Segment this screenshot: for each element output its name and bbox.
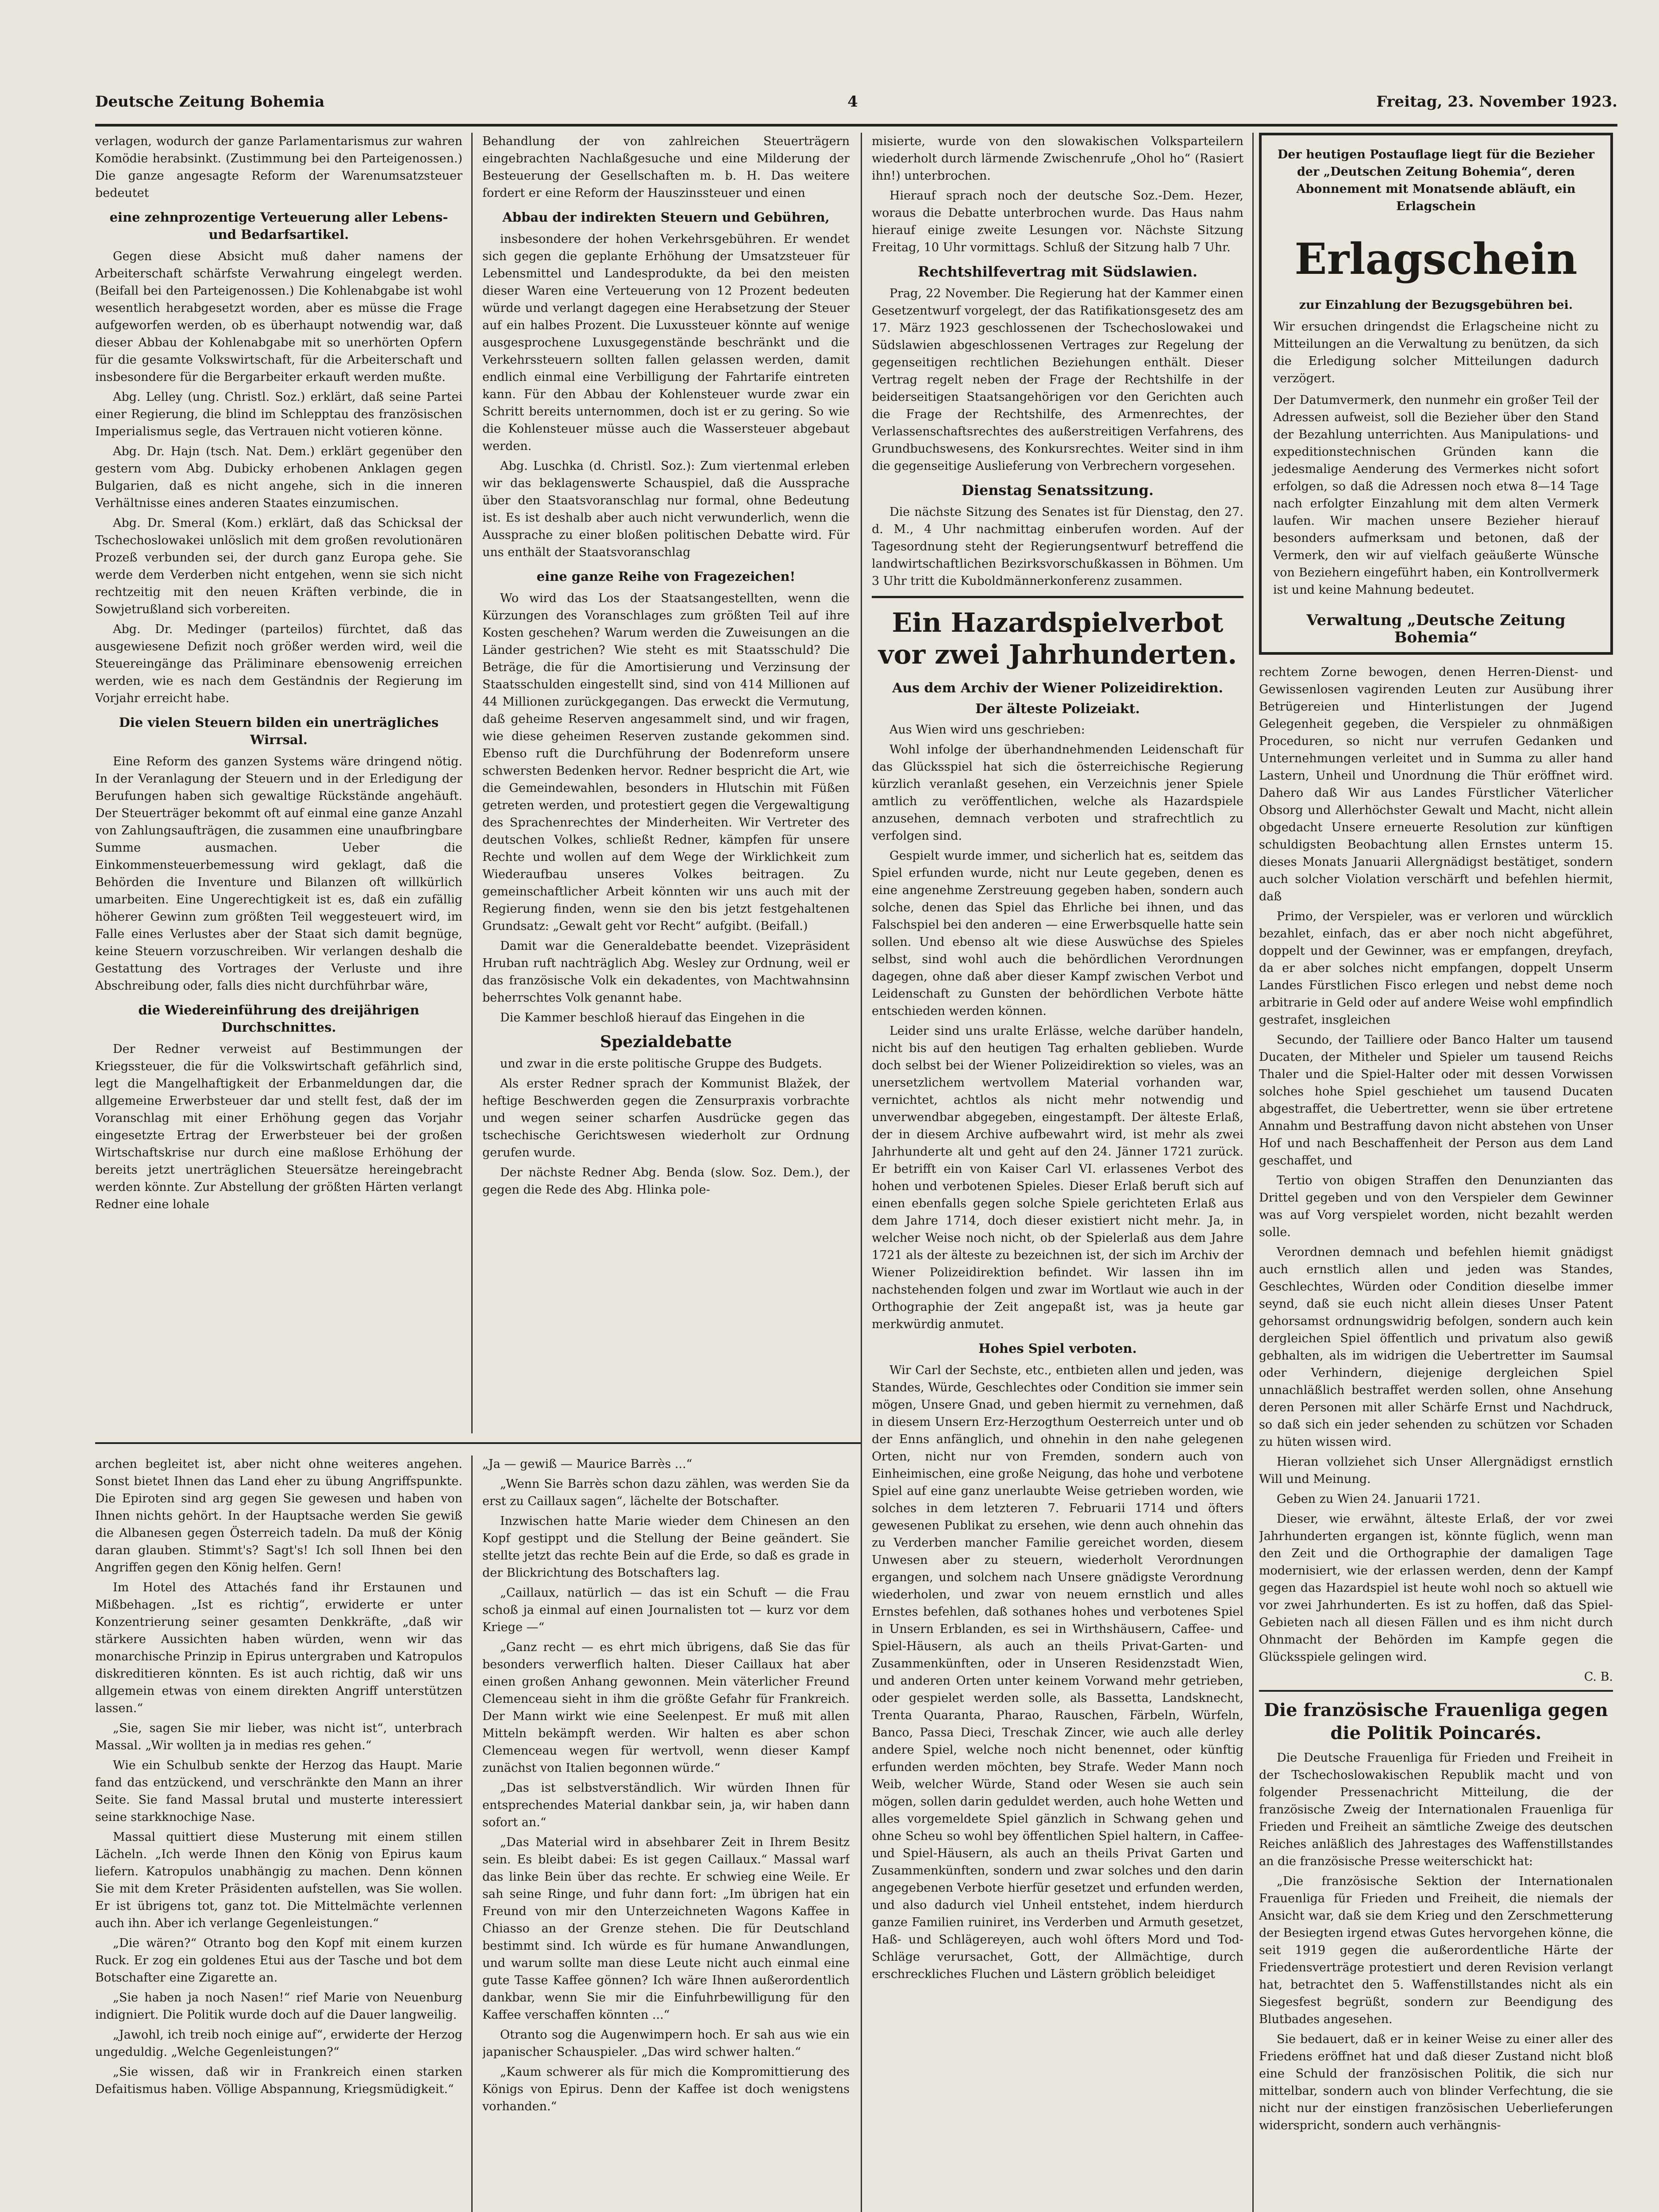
subscription-notice (1259, 133, 1613, 655)
feature-subheading: Aus dem Archiv der Wiener Polizeidirektion. (892, 680, 1223, 696)
paragraph: Geben zu Wien 24. Januarii 1721. (1277, 1492, 1481, 1506)
subheading: Spezialdebatte (600, 1033, 732, 1051)
subheading: Die vielen Steuern bilden ein unerträgliches Wirrsal. (119, 715, 439, 747)
section-divider (1259, 1690, 1613, 1692)
notice-intro: Der heutigen Postauflage liegt für die Bezieher der „Deutschen Zeitung Bohemia“, deren Abonnement mit Monatsende abläuft, ein Erlagschein (1277, 148, 1595, 213)
paragraph: „Sie haben ja noch Nasen!“ rief Marie von Neuenburg indigniert. Die Politik wurde doch auf die Dauer langweilig. (95, 1991, 462, 2022)
column-4 (1259, 664, 1613, 2212)
feature-subheading-2: Der älteste Polizeiakt. (975, 701, 1140, 717)
paragraph: „Die wären?“ Otranto bog den Kopf mit einem kurzen Ruck. Er zog ein goldenes Etui aus der Tasche und bot dem Botschafter eine Zigarette an. (95, 1936, 462, 1985)
paragraph: Der Redner verweist auf Bestimmungen der Kriegssteuer, die für die Volkswirtschaft gefährlich sind, legt die Mangelhaftigkeit der Erbanmeldungen dar, die allgemeine Erwerbsteuer dar und stellt fest, daß der im Voranschlag mit einer Erhöhung gegen das Vorjahr eingesetzte Ertrag der Erwerbsteuer bei der großen Wirtschaftskrise nur durch eine maßlose Erhöhung der bereits jetzt unerträglichen Steuersätze hereingebracht werden könnte. Zur Abstellung der größten Härten verlangt Redner eine lohale (95, 1042, 462, 1211)
paragraph: „Das Material wird in absehbarer Zeit in Ihrem Besitz sein. Es bleibt dabei: Es ist gegen Caillaux.“ Massal warf das linke Bein über das rechte. Er schwieg eine Weile. Er sah seine Ringe, und fuhr dann fort: „Im übrigen hat ein Freund von mir den Unterzeichneten Wagons Kaffee in Chiasso an der Grenze stehen. Die für Deutschland bestimmt sind. Ich würde es für humane Anwandlungen, und warum sollte man diese Leute nicht auch einmal eine gute Tasse Kaffee gönnen? Ich wäre Ihnen außerordentlich dankbar, wenn Sie mir die Einfuhrbewilligung für den Kaffee verschaffen könnten ...“ (482, 1836, 850, 2022)
paragraph: „Ganz recht — es ehrt mich übrigens, daß Sie das für besonders verwerflich halten. Dieser Caillaux hat aber einen großen Anhang gewonnen. Mein väterlicher Freund Clemenceau sieht in ihm die größte Gefahr für Frankreich. Der Mann wirkt wie eine Seelenpest. Er muß mit allen Mitteln bekämpft werden. Wir halten es aber schon Clemenceau wegen für wertvoll, wenn dieser Kampf zunächst von Italien begonnen würde.“ (482, 1640, 850, 1775)
masthead-title: Deutsche Zeitung Bohemia (95, 93, 325, 111)
subheading: die Wiedereinführung des dreijährigen Durchschnittes. (138, 1002, 420, 1035)
paragraph: „Caillaux, natürlich — das ist ein Schuft — die Frau schoß ja einmal auf einen Journalisten tot — kurz vor dem Kriege —“ (482, 1586, 850, 1634)
paragraph: Abg. Dr. Smeral (Kom.) erklärt, daß das Schicksal der Tschechoslowakei unlöslich mit dem großen revolutionären Prozeß verbunden sei, der durch ganz Europa gehe. Sie werde dem Verderben nicht entgehen, wenn sie sich nicht rechtzeitig mit den neuen Kräften verbinde, die in Sowjetrußland sich vorbereiten. (95, 516, 462, 616)
paragraph: Verordnen demnach und befehlen hiemit gnädigst auch ernstlich allen und jeden was Standes, Geschlechtes, Würden oder Condition dieselbe immer seynd, daß sie euch nicht allein dieses Unser Patent gehorsamst ordnungswidrig befolgen, sondern auch kein dergleichen Spiel öffentlich und privatum also gewiß gebhalten, als im widrigen die Uebertretter im Saumsal oder Verhindern, diejenige dergleichen Spiel unnachläßlich bestraffet werden sollen, ohne Ansehung deren Personen mit aller Schärfe Ernst und Nachdruck, so daß sich ein jeder sehenden zu schützen vor Schaden zu hüten wissen wird. (1259, 1245, 1613, 1449)
paragraph: Behandlung der von zahlreichen Steuerträgern eingebrachten Nachlaßgesuche und eine Milderung der Besteuerung der Gesellschaften m. b. H. Das weitere fordert er eine Reform der Hauszinssteuer und einen (482, 134, 850, 200)
paragraph: rechtem Zorne bewogen, denen Herren-Dienst- und Gewissenlosen vagirenden Leuten zur Ausübung ihrer Betrügereien und Hinterlistungen der Jugend Gelegenheit gegeben, die Verspieler zu ohnmäßigen Proceduren, so nicht nur verrufen Gedanken und Unternehmungen verleitet und in Summa zu aller hand Lastern, Unheil und Unordnung die Thür eröffnet wird. Dahero daß Wir aus Landes Fürstlicher Väterlicher Obsorg und Allerhöchster Gewalt und Macht, nicht allein obgedacht Unsere erneuerte Resolution zur künftigen schuldigsten Beobachtung allen Ernstes unterm 15. dieses Monats Januarii Allergnädigst bestätiget, sondern auch solcher Violation verschärft und befehlen hiermit, daß (1259, 665, 1613, 903)
paragraph: Der Datumvermerk, den nunmehr ein großer Teil der Adressen aufweist, soll die Bezieher über den Stand der Bezahlung unterrichten. Aus Manipulations- und expeditionstechnischen Gründen kann die jedesmalige Aenderung des Vermerkes nicht sofort erfolgen, so daß die Adressen noch etwa 8—14 Tage nach erfolgter Einzahlung mit dem alten Vermerk laufen. Wir machen unsere Bezieher hierauf besonders aufmerksam und betonen, daß der Vermerk, den wir auf vielfach geäußerte Wünsche von Beziehern eingeführt haben, ein Kontrollvermerk ist und keine Mahnung bedeutet. (1273, 393, 1599, 597)
paragraph: Prag, 22 November. Die Regierung hat der Kammer einen Gesetzentwurf vorgelegt, der das Ratifikationsgesetz des am 17. März 1923 geschlossenen der Tschechoslowakei und Südslawien abgeschlossenen Vertrages zur Regelung der gegenseitigen rechtlichen Beziehungen enthält. Dieser Vertrag regelt neben der Frage der Rechtshilfe in der beiderseitigen Staatsangehörigen vor den Gerichten auch die Frage der Rechtshilfe, des Armenrechtes, der Verlassenschaftsrechtes des außerstreitigen Verfahrens, des Grundbuchswesens, des Konkursrechtes. Weiter sind in ihm die gegenseitige Auslieferung von Verbrechern vorgesehen. (872, 287, 1243, 473)
paragraph: Sie bedauert, daß er in keiner Weise zu einer aller des Friedens eröffnet hat und daß dieser Zustand nicht bloß eine Schuld der französischen Politik, die sich nur mittelbar, sondern auch von blinder Verfechtung, die sie nicht nur der einstigen französischen Ueberlieferungen widerspricht, sondern auch verhängnis- (1259, 2032, 1613, 2132)
paragraph: Hierauf sprach noch der deutsche Soz.-Dem. Hezer, woraus die Debatte unterbrochen wurde. Das Haus nahm hierauf einige zweite Lesungen vor. Nächste Sitzung Freitag, 10 Uhr vormittags. Schluß der Sitzung halb 7 Uhr. (872, 189, 1243, 254)
paragraph: Otranto sog die Augenwimpern hoch. Er sah aus wie ein japanischer Schauspieler. „Das wird schwer halten.“ (482, 2028, 850, 2059)
paragraph: Gegen diese Absicht muß daher namens der Arbeiterschaft schärfste Verwahrung eingelegt werden. (Beifall bei den Parteigenossen.) Die Kohlenabgabe ist wohl wesentlich herabgesetzt worden, aber es müsse die Frage aufgeworfen werden, ob es überhaupt notwendig war, daß dieser Abbau der Kohlenabgabe mit so unerhörten Opfern für die gesamte Volkswirtschaft, für die Arbeiterschaft und insbesondere für die Bergarbeiter erkauft werden mußte. (95, 250, 462, 384)
paragraph: Aus Wien wird uns geschrieben: (889, 723, 1085, 737)
subheading: Die französische Frauenliga gegen die Politik Poincarés. (1264, 1700, 1608, 1743)
paragraph: Als erster Redner sprach der Kommunist Blažek, der heftige Beschwerden gegen die Zensurpraxis vorbrachte und wegen seiner scharfen Ausdrücke gegen das tschechische Gerichtswesen wiederholt zur Ordnung gerufen wurde. (482, 1077, 850, 1160)
paragraph: Die nächste Sitzung des Senates ist für Dienstag, den 27. d. M., 4 Uhr nachmittag einberufen worden. Auf der Tagesordnung steht der Regierungsentwurf betreffend die landwirtschaftlichen Bezirksvorschußkassen in Böhmen. Um 3 Uhr tritt die Kuboldmännerkonferenz zusammen. (872, 505, 1243, 588)
notice-title: Erlagschein (1294, 234, 1578, 284)
paragraph: Gespielt wurde immer, und sicherlich hat es, seitdem das Spiel erfunden wurde, nicht nur Leute gegeben, denen es eine angenehme Zerstreuung gegeben haben, sondern auch solche, denen das Spiel das Ehrliche bei ihnen, und das Falschspiel bei den anderen — eine Erwerbsquelle hatte sein sollen. Und ebenso alt wie diese Auswüchse des Spieles selbst, sind wohl auch die behördlichen Verordnungen dagegen, ohne daß aber dieser Kampf zwischen Verbot und Leidenschaft zu Gunsten der behördlichen Verbote hätte entschieden werden können. (872, 849, 1243, 1018)
paragraph: Der nächste Redner Abg. Benda (slow. Soz. Dem.), der gegen die Rede des Abg. Hlinka pole- (482, 1166, 850, 1197)
paragraph: „Die französische Sektion der Internationalen Frauenliga für Frieden und Freiheit, die niemals der Ansicht war, daß sie dem Krieg und den Zerschmetterung der Besiegten irgend etwas Gutes hervorgehen könne, die seit 1919 gegen die außerordentliche Härte der Friedensverträge protestiert und deren Revision verlangt hat, betrachtet den 5. Waffenstillstandes nicht als ein Siegesfest begrüßt, sondern zur Beendigung des Blutbades angesehen. (1259, 1874, 1613, 2026)
paragraph: verlagen, wodurch der ganze Parlamentarismus zur wahren Komödie herabsinkt. (Zustimmung bei den Parteigenossen.) Die ganze angesagte Reform der Warenumsatzsteuer bedeutet (95, 134, 462, 200)
subheading: Dienstag Senatssitzung. (961, 482, 1154, 499)
paragraph: Hieran vollziehet sich Unser Allergnädigst ernstlich Will und Meinung. (1259, 1455, 1613, 1486)
column-2-bottom (482, 1455, 850, 2212)
subheading: Hohes Spiel verboten. (978, 1341, 1137, 1356)
column-3 (872, 133, 1243, 2212)
paragraph: Dieser, wie erwähnt, älteste Erlaß, der vor zwei Jahrhunderten ergangen ist, könnte füglich, wenn man den Zeit und die Orthographie der damaligen Tage modernisiert, wie der erlassen werden, denn der Kampf gegen das Hazardspiel ist heute wohl noch so aktuell wie vor zwei Jahrhunderten. Es ist zu hoffen, daß das Spiel-Gebieten nach all diesen Fällen und es ihm nicht durch Ohnmacht der Behörden im Kampfe gegen die Glücksspiele gelingen wird. (1259, 1512, 1613, 1664)
paragraph: Massal quittiert diese Musterung mit einem stillen Lächeln. „Ich werde Ihnen den König von Epirus kaum liefern. Katropulos unabhängig zu machen. Denn können Sie mit dem Kreter Präsidenten aufstellen, was Sie wollen. Er ist übrigens tot, ganz tot. Die Mittelmächte verlennen auch ihn. Aber ich verlange Gegenleistungen.“ (95, 1830, 462, 1930)
paragraph: Wohl infolge der überhandnehmenden Leidenschaft für das Glücksspiel hat sich die österreichische Regierung kürzlich veranlaßt gesehen, ein Verzeichnis jener Spiele amtlich zu veröffentlichen, welche als Hazardspiele anzusehen, demnach verboten und strafrechtlich zu verfolgen sind. (872, 743, 1243, 843)
subheading: eine ganze Reihe von Fragezeichen! (536, 569, 796, 584)
paragraph: Eine Reform des ganzen Systems wäre dringend nötig. In der Veranlagung der Steuern und in der Erledigung der Berufungen haben sich gewaltige Rückstände angehäuft. Der Steuerträger bekommt oft auf einmal eine ganze Anzahl von Zahlungsaufträgen, die zusammen eine unaufbringbare Summe ausmachen. Ueber die Einkommensteuerbemessung wird geklagt, daß die Behörden die Inventure und Bilanzen oft willkürlich umarbeiten. Eine Ungerechtigkeit ist es, daß ein zufällig höherer Gewinn zum größten Teil weggesteuert wird, im Falle eines Verlustes aber der Staat sich damit begnüge, keine Steuern vorzuschreiben. Wir verlangen deshalb die Gestattung des Vortrages der Verluste und ihre Abschreibung oder, falls dies nicht durchführbar wäre, (95, 755, 462, 993)
section-divider (95, 1442, 861, 1444)
paragraph: Wo wird das Los der Staatsangestellten, wenn die Kürzungen des Voranschlages zum größten Teil auf ihre Kosten geschehen? Warum werden die Zuweisungen an die Länder gestrichen? Wie steht es mit Staatsschuld? Die Beträge, die für die Amortisierung und Verzinsung der Staatsschulden eingestellt sind, sind von 414 Millionen auf 44 Millionen zurückgegangen. Das erweckt die Vermutung, daß geheime Reserven angesammelt sind, und wir fragen, wie diese geheimen Reserven zustande gekommen sind. Ebenso ruft die Durchführung der Bodenreform unsere schwersten Bedenken hervor. Redner bespricht die Art, wie die Gemeindewahlen, besonders in Hlutschin mit Füßen getreten werden, und protestiert gegen die Vergewaltigung des Sprachenrechtes der Minderheiten. Wir Vertreter des deutschen Volkes, schließt Redner, kämpfen für unsere Rechte und wollen auf dem Wege der Wirklichkeit zum Wiederaufbau unseres Volkes beitragen. Zu gemeinschaftlicher Arbeit könnten wir uns auch mit der Regierung finden, wenn sie den bis jetzt festgehaltenen Grundsatz: „Gewalt geht vor Recht“ aufgibt. (Beifall.) (482, 591, 850, 933)
column-1-top (95, 133, 462, 1433)
column-rule (471, 133, 473, 1433)
paragraph: Abg. Luschka (d. Christl. Soz.): Zum viertenmal erleben wir das beklagenswerte Schauspiel, daß die Aussprache über den Staatsvoranschlag nur formal, ohne Bedeutung ist. Es ist deshalb aber auch nicht verwunderlich, wenn die Aussprache zu einer bloßen politischen Debatte wird. Für uns enthält der Staatsvoranschlag (482, 459, 850, 559)
subheading: Abbau der indirekten Steuern und Gebühren, (502, 210, 830, 225)
masthead (95, 88, 1617, 127)
paragraph: Die Deutsche Frauenliga für Frieden und Freiheit in der Tschechoslowakischen Republik macht und von folgender Pressenachricht Mitteilung, die der französische Zweig der Internationalen Frauenliga für Frieden und Freiheit an sämtliche Zweige des deutschen Reiches anläßlich des Jahrestages des Waffenstillstandes an die französische Presse weiterschickt hat: (1259, 1751, 1613, 1868)
subheading: eine zehnprozentige Verteuerung aller Lebens- und Bedarfsartikel. (109, 210, 448, 242)
paragraph: Wir Carl der Sechste, etc., entbieten allen und jeden, was Standes, Würde, Geschlechtes oder Condition sie immer sein mögen, Unsere Gnad, und geben hiermit zu vernehmen, daß in diesem Unsern Erz-Herzogthum Oesterreich unter und ob der Enns anfänglich, und ohnehin in den nahe gelegenen Orten, nicht nur von Fremden, sondern auch von Einheimischen, eine große Neigung, das hohe und verbotene Spiel auf eine ganz unerlaubte Weise getrieben worden, wie solches in dem letzteren 7. Februarii 1714 und öfters gewesenen Publikat zu ersehen, wie denn auch ohnehin das zu Verderben mancher Familie gereichet worden, diesem Unwesen aber zu steuern, wiederholt Verordnungen ergangen, und solchem nach Unsere gnädigste Verordnung wiederholen, und zwar von neuem ernstlich und alles Ernstes befehlen, daß sothanes hohes und verbotenes Spiel in Unsern Erblanden, es sei in Wirthshäusern, Caffee- und Spiel-Häusern, als auch an theils Privat-Garten- und Zusammenkünften, oder in Unseren Residenzstadt Wien, und anderen Orten unter keinem Vorwand mehr getrieben, oder gespielet werden solle, als Bassetta, Landsknecht, Trenta Quaranta, Pharao, Rauschen, Färbeln, Würfeln, Banco, Passa Dieci, Treschak Zincer, wie auch alle derley andere Spiel, welche noch nicht benennet, oder künftig erfunden werden möchten, bey Strafe. Weder Mann noch Weib, welcher Würde, Stand oder Wesen sie auch sein mögen, sollen darin geduldet werden, auch hohe Wetten und alles vorgemeldete Spiel gänzlich in Schwang gehen und ohne Scheu so wohl bey öffentlichen Spiel haltern, in Caffee- und Spiel-Häusern, als auch an theils Privat Garten und Zusammenkünften, sondern und zwar solches und den darin angegebenen Verbote hierfür gesetzet und erfunden werden, und also dadurch viel Unheil entstehet, indem hierdurch ganze Familien ruiniret, ins Verderben und Armuth gesetzet, Haß- und Schlägereyen, auch wohl öfters Mord und Tod-Schläge verursachet, Gott, der Allmächtige, durch erschreckliches Fluchen und Lästern gröblich beleidiget (872, 1363, 1243, 1981)
notice-subtitle: zur Einzahlung der Bezugsgebühren bei. (1299, 298, 1573, 312)
paragraph: misierte, wurde von den slowakischen Volksparteilern wiederholt durch lärmende Zwischenrufe „Ohol ho“ (Rasiert ihn!) unterbrochen. (872, 134, 1243, 183)
notice-signature: Verwaltung „Deutsche Zeitung Bohemia“ (1306, 611, 1566, 646)
paragraph: „Jawohl, ich treib noch einige auf“, erwiderte der Herzog ungeduldig. „Welche Gegenleistungen?“ (95, 2028, 462, 2059)
column-rule (1252, 133, 1254, 2212)
paragraph: Leider sind uns uralte Erlässe, welche darüber handeln, nicht bis auf den heutigen Tag erhalten geblieben. Wurde doch selbst bei der Wiener Polizeidirektion so vieles, was an unersetzlichem wertvollem Material vorhanden war, vernichtet, achtlos als nicht mehr notwendig und unverwendbar abgegeben, eingestampft. Der älteste Erlaß, der in diesem Archive aufbewahrt wird, ist mehr als zwei Jahrhunderte alt und geht auf den 24. Jänner 1721 zurück. Er betrifft ein von Kaiser Carl VI. erlassenes Verbot des hohen und verbotenen Spieles. Dieser Erlaß beruft sich auf einen ebenfalls gegen solche Spiele gerichteten Erlaß aus dem Jahre 1714, doch dieser existiert nicht mehr. Ja, in welcher Weise noch nicht, ob der Spielerlaß aus dem Jahre 1721 als der älteste zu bezeichnen ist, der sich im Archiv der Wiener Polizeidirektion befindet. Wir lassen ihn im nachstehenden folgen und zwar im Wortlaut wie auch in der Orthographie der Zeit angepaßt ist, was ja heute gar merkwürdig anmutet. (872, 1024, 1243, 1331)
paragraph: insbesondere der hohen Verkehrsgebühren. Er wendet sich gegen die geplante Erhöhung der Umsatzsteuer für Lebensmittel und Landesprodukte, da bei den meisten dieser Waren eine Verteuerung von 12 Prozent bedeuten würde und verlangt dagegen eine Herabsetzung der Steuer auf ein halbes Prozent. Die Luxussteuer könnte auf wenige ausgesprochene Luxusgegenstände beschränkt und die Verkehrssteuern sollten fallen gelassen werden, damit endlich einmal eine Verbilligung der Fahrtarife eintreten kann. Für den Abbau der Kohlensteuer wurde zwar ein Schritt bereits unternommen, doch ist er zu gering. So wie die Kohlensteuer müsse auch die Wassersteuer abgebaut werden. (482, 232, 850, 453)
paragraph: „Kaum schwerer als für mich die Kompromittierung des Königs von Epirus. Denn der Kaffee ist doch wenigstens vorhanden.“ (482, 2065, 850, 2113)
paragraph: archen begleitet ist, aber nicht ohne weiteres angehen. Sonst bietet Ihnen das Land eher zu übung Angriffspunkte. Die Epiroten sind arg gegen Sie gewesen und haben von Ihnen nichts gehört. In der Hauptsache werden Sie gewiß die Albanesen gegen Österreich tadeln. Da muß der König daran glauben. Stimmt's? Sagt's! Ich soll Ihnen bei den Angriffen gegen den König helfen. Gern! (95, 1457, 462, 1575)
paragraph: „Sie wissen, daß wir in Frankreich einen starken Defaitismus haben. Völlige Abspannung, Kriegsmüdigkeit.“ (95, 2065, 462, 2096)
paragraph: Abg. Dr. Hajn (tsch. Nat. Dem.) erklärt gegenüber den gestern vom Abg. Dubicky erhobenen Anklagen gegen Bulgarien, daß es nicht angehe, sich in die inneren Verhältnisse eines anderen Staates einzumischen. (95, 445, 462, 510)
paragraph: Damit war die Generaldebatte beendet. Vizepräsident Hruban ruft nachträglich Abg. Wesley zur Ordnung, weil er das französische Volk ein dekadentes, von Machtwahnsinn beherrschtes Volk genannt habe. (482, 939, 850, 1005)
column-2-top (482, 133, 850, 1433)
paragraph: Tertio von obigen Straffen den Denunzianten das Drittel gegeben und von den Verspieler dem Gewinner was auf Vorg verspielet worden, nicht bezahlt werden solle. (1259, 1174, 1613, 1239)
paragraph: Primo, der Verspieler, was er verloren und würcklich bezahlet, einfach, das er aber noch nicht abgeführet, doppelt und der Gewinner, was er empfangen, dreyfach, da er aber solches nicht empfangen, doppelt Unserm Landes Fürstlichen Fisco erlegen und nebst deme noch arbitrarie in Geld oder auf andere Weise wohl empfindlich gestrafet, insgleichen (1259, 910, 1613, 1027)
paragraph: Inzwischen hatte Marie wieder dem Chinesen an den Kopf gestippt und die Stellung der Beine geändert. Sie stellte jetzt das rechte Bein auf die Erde, so daß es grade in der Blickrichtung des Botschafters lag. (482, 1514, 850, 1580)
paragraph: Secundo, der Tailliere oder Banco Halter um tausend Ducaten, der Mitheler und Spieler um tausend Reichs Thaler und die Spiel-Halter oder mit dessen Vorwissen solches hohe Spiel geschiehet um tausend Ducaten abgestraffet, die Uebertretter, wenn sie über ertretene Annahm und Bestraffung davon nicht abstehen von Unser Hof und nach Beschaffenheit der Person aus dem Land geschaffet, und (1259, 1033, 1613, 1167)
column-rule (471, 1455, 473, 2212)
feature-headline: Ein Hazardspielverbot vor zwei Jahrhunderten. (878, 607, 1237, 670)
paragraph: Abg. Lelley (ung. Christl. Soz.) erklärt, daß seine Partei einer Regierung, die blind im Schlepptau des französischen Imperialismus segle, das Vertrauen nicht votieren könne. (95, 390, 462, 438)
paragraph: „Sie, sagen Sie mir lieber, was nicht ist“, unterbrach Massal. „Wir wollten ja in medias res gehen.“ (95, 1721, 462, 1752)
subheading: Rechtshilfevertrag mit Südslawien. (918, 263, 1197, 280)
signature: C. B. (1584, 1670, 1613, 1684)
section-divider (872, 596, 1243, 598)
column-1-bottom (95, 1455, 462, 2212)
paragraph: Die Kammer beschloß hierauf das Eingehen in die (500, 1011, 805, 1025)
column-rule (861, 133, 862, 2212)
paragraph: „Ja — gewiß — Maurice Barrès ...“ (482, 1457, 693, 1471)
paragraph: Im Hotel des Attachés fand ihr Erstaunen und Mißbehagen. „Ist es richtig“, erwiderte er unter Konzentrierung seiner gesamten Denkkräfte, „daß wir stärkere Aussichten haben würden, wenn wir das monarchische Prinzip in Epirus untergraben und Katropulos diskreditieren könnten. Es ist auch richtig, daß wir uns allgemein etwas von einem direkten Angriff unterstützen lassen.“ (95, 1581, 462, 1715)
masthead-date: Freitag, 23. November 1923. (1376, 93, 1617, 111)
paragraph: und zwar in die erste politische Gruppe des Budgets. (500, 1057, 822, 1071)
paragraph: Abg. Dr. Medinger (parteilos) fürchtet, daß das ausgewiesene Defizit noch größer werden wird, weil die Steuereingänge das Präliminare ebensowenig erreichen werden, wie es nach dem Geständnis der Regierung im Vorjahr erreicht habe. (95, 622, 462, 705)
paragraph: Wir ersuchen dringendst die Erlagscheine nicht zu Mitteilungen an die Verwaltung zu benützen, da sich die Erledigung solcher Mitteilungen dadurch verzögert. (1273, 320, 1599, 385)
paragraph: „Wenn Sie Barrès schon dazu zählen, was werden Sie da erst zu Caillaux sagen“, lächelte der Botschafter. (482, 1477, 850, 1508)
paragraph: „Das ist selbstverständlich. Wir würden Ihnen für entsprechendes Material dankbar sein, ja, wir haben dann sofort an.“ (482, 1781, 850, 1829)
paragraph: Wie ein Schulbub senkte der Herzog das Haupt. Marie fand das entzückend, und verschränkte den Mann an ihrer Seite. Sie fand Massal brutal und musterte interessiert seine starkknochige Nase. (95, 1759, 462, 1824)
page-number: 4 (847, 93, 858, 111)
